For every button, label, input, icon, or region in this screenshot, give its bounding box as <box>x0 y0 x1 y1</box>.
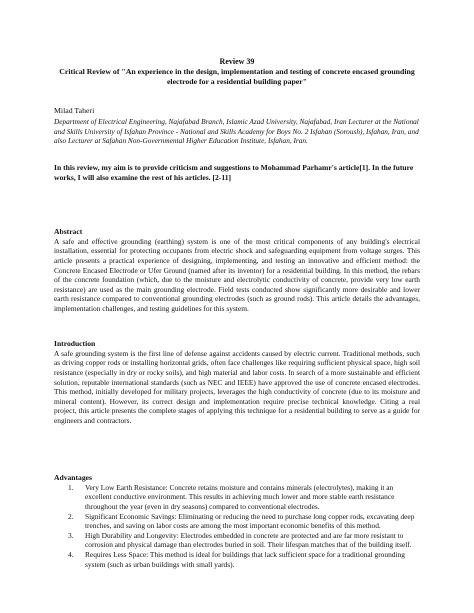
list-item-text: Requires Less Space: This method is ideal for buildings that lack sufficient space for a traditional grounding system (such as urban buildings with small yards). <box>85 549 405 569</box>
list-item-number: 3. <box>68 530 74 540</box>
list-item-text: Significant Economic Savings: Eliminating or reducing the need to purchase long copper rods, excavating deep trenches, and saving on labor costs are among the most important economic benefits of this method. <box>85 511 415 531</box>
abstract-heading: Abstract <box>54 227 83 236</box>
title-block <box>54 57 420 86</box>
list-item-number: 1. <box>68 482 74 492</box>
list-item-number: 4. <box>68 549 74 559</box>
abstract-section <box>54 227 420 314</box>
introduction-heading: Introduction <box>54 339 96 348</box>
advantages-heading: Advantages <box>54 473 92 482</box>
list-item <box>54 550 420 569</box>
introduction-section <box>54 339 420 426</box>
review-label: Review 39 <box>219 57 255 66</box>
review-aim-statement: In this review, my aim is to provide criticism and suggestions to Mohammad Parhamr's article[1]. In the future works, I will also examine the rest of his articles. [2-11] <box>54 163 414 182</box>
list-item-text: Very Low Earth Resistance: Concrete retains moisture and contains minerals (electrolytes), making it an excellent conductive environment. This results in achieving much lower and more stable earth resistance throughout the year (even in dry seasons) compared to conventional electrodes. <box>85 482 395 511</box>
author-block <box>54 106 420 146</box>
introduction-text: A safe grounding system is the first line of defense against accidents caused by electric current. Traditional methods, such as driving copper rods or installing horizontal grids, often face challenges like requiring sufficient physical space, high soil resistance (especially in dry or rocky soils), and high material and labor costs. In search of a more sustainable and efficient solution, reputable international standards (such as NEC and IEEE) have approved the use of concrete encased electrodes. This method, initially developed for military projects, leverages the high conductivity of concrete (due to its moisture and mineral content). However, its correct design and implementation require precise technical knowledge. Citing a real project, this article presents the complete stages of applying this technique for a residential building to serve as a guide for engineers and contractors. <box>54 348 420 425</box>
list-item-number: 2. <box>68 511 74 521</box>
list-item <box>54 531 420 550</box>
advantages-list <box>54 483 420 569</box>
list-item <box>54 483 420 512</box>
list-item-text: High Durability and Longevity: Electrodes embedded in concrete are protected and are far more resistant to corrosion and physical damage than electrodes buried in soil. Their lifespan matches that of the building itself. <box>85 530 412 550</box>
abstract-text: A safe and effective grounding (earthing) system is one of the most critical components of any building's electrical installation, essential for protecting occupants from electric shock and safeguarding equipment from voltage surges. This article presents a practical experience of designing, implementing, and testing an innovative and efficient method: the Concrete Encased Electrode or Ufer Ground (named after its inventor) for a residential building. In this method, the rebars of the concrete foundation (which, due to the moisture and electrolytic conductivity of concrete, provide very low earth resistance) are used as the main grounding electrode. Field tests conducted show significantly more desirable and lower earth resistance compared to conventional grounding electrodes (such as ground rods). This article details the advantages, implementation challenges, and testing guidelines for this system. <box>54 236 420 313</box>
list-item <box>54 512 420 531</box>
advantages-section <box>54 473 420 569</box>
paper-title: Critical Review of "An experience in the design, implementation and testing of concrete encased grounding electrode for a residential building paper" <box>59 67 415 86</box>
author-affiliation: Department of Electrical Engineering, Najafabad Branch, Islamic Azad University, Najafabad, Iran Lecturer at the National and Skills University of Isfahan Province - National and Skills Academy for Boys No. 2 Isfahan (Soroush), Isfahan, Iran, and also Lecturer at Safahan Non-Governmental Higher Education Institute, Isfahan, Iran. <box>54 117 419 146</box>
author-name: Milad Taheri <box>54 106 95 115</box>
